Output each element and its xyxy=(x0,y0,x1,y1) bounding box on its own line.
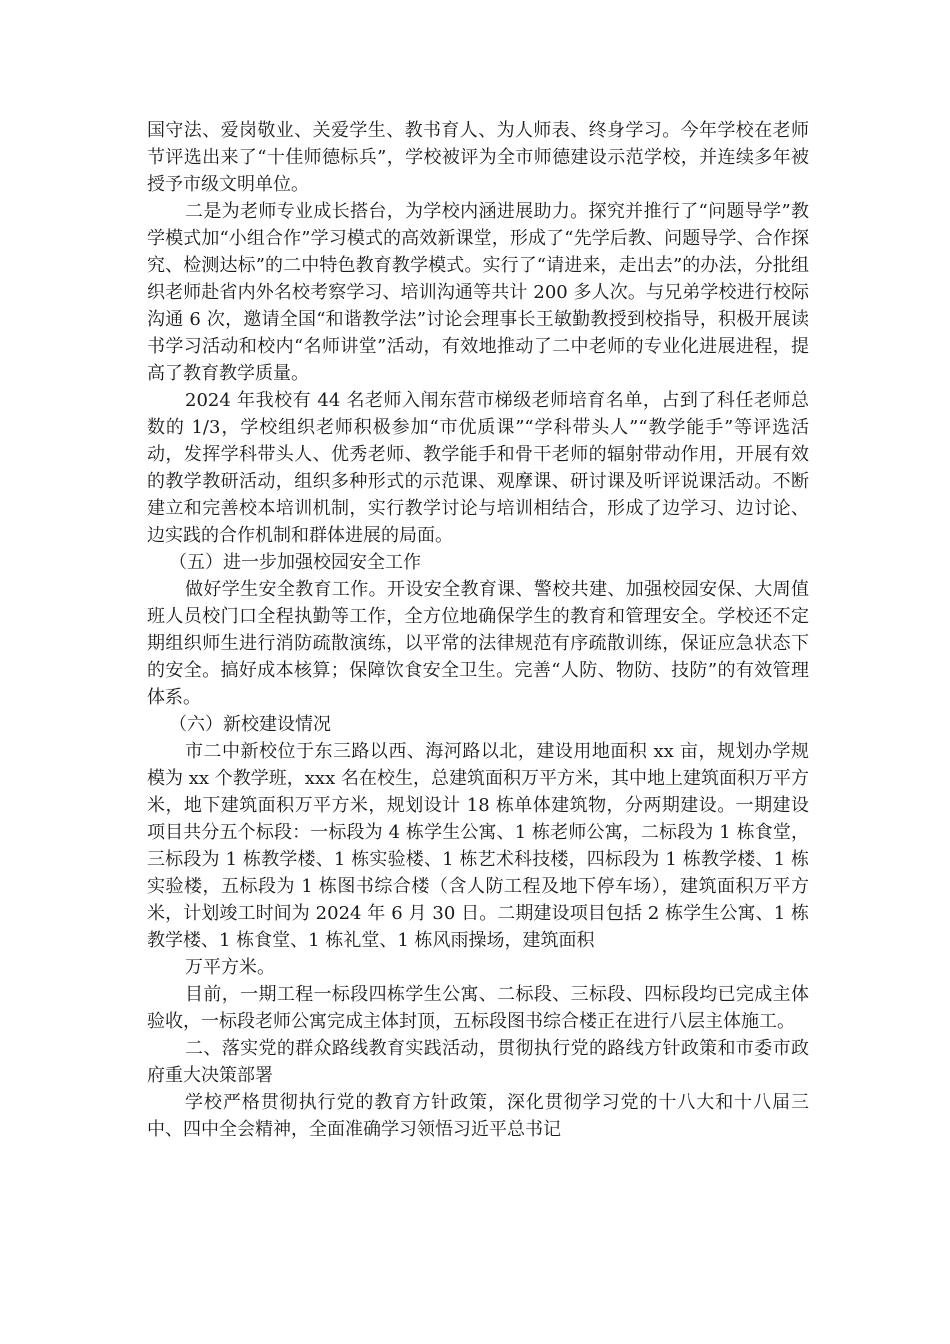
document-body xyxy=(147,117,809,1143)
paragraph-ethics-conclusion: 国守法、爱岗敬业、关爱学生、教书育人、为人师表、终身学习。今年学校在老师节评选出来了“十佳师德标兵”，学校被评为全市师德建设示范学校，并连续多年被授予市级文明单位。 xyxy=(147,120,809,195)
section-heading-new-campus: （六）新校建设情况 xyxy=(169,714,331,735)
section-heading-party-line: 二、落实党的群众路线教育实践活动，贯彻执行党的路线方针政策和市委市政府重大决策部署 xyxy=(147,1038,809,1086)
paragraph-teacher-training: 2024 年我校有 44 名老师入闱东营市梯级老师培育名单，占到了科任老师总数的 1/3，学校组织老师积极参加“市优质课”“学科带头人”“教学能手”等评选活动，发挥学科带头人、优秀老师、教学能手和骨干老师的辐射带动作用，开展有效的教学教研活动，组织多种形式的示范课、观摩课、研讨课及听评说课活动。不断建立和完善校本培训机制，实行教学讨论与培训相结合，形成了边学习、边讨论、边实践的合作机制和群体进展的局面。 xyxy=(147,390,809,546)
paragraph-teacher-growth: 二是为老师专业成长搭台，为学校内涵进展助力。探究并推行了“问题导学”教学模式加“小组合作”学习模式的高效新课堂，形成了“先学后教、问题导学、合作探究、检测达标”的二中特色教育教学模式。实行了“请进来，走出去”的办法，分批组织老师赴省内外名校考察学习、培训沟通等共计 200 多人次。与兄弟学校进行校际沟通 6 次，邀请全国“和谐教学法”讨论会理事长王敏勤教授到校指导，积极开展读书学习活动和校内“名师讲堂”活动，有效地推动了二中老师的专业化进展进程，提高了教育教学质量。 xyxy=(147,201,809,384)
paragraph-area-unit: 万平方米。 xyxy=(185,957,275,978)
paragraph-campus-safety: 做好学生安全教育工作。开设安全教育课、警校共建、加强校园安保、大周值班人员校门口全程执勤等工作，全方位地确保学生的教育和管理安全。学校还不定期组织师生进行消防疏散演练，以平常的法律规范有序疏散训练，保证应急状态下的安全。搞好成本核算；保障饮食安全卫生。完善“人防、物防、技防”的有效管理体系。 xyxy=(147,579,809,708)
section-heading-campus-safety: （五）进一步加强校园安全工作 xyxy=(169,552,421,573)
paragraph-construction-progress: 目前，一期工程一标段四栋学生公寓、二标段、三标段、四标段均已完成主体验收，一标段老师公寓完成主体封顶，五标段图书综合楼正在进行八层主体施工。 xyxy=(147,984,809,1032)
paragraph-party-policy: 学校严格贯彻执行党的教育方针政策，深化贯彻学习党的十八大和十八届三中、四中全会精神，全面准确学习领悟习近平总书记 xyxy=(147,1092,809,1140)
paragraph-new-campus-plan: 市二中新校位于东三路以西、海河路以北，建设用地面积 xx 亩，规划办学规模为 xx 个教学班，xxx 名在校生，总建筑面积万平方米，其中地上建筑面积万平方米，地下建筑面积万平方米，规划设计 18 栋单体建筑物，分两期建设。一期建设项目共分五个标段：一标段为 4 栋学生公寓、1 栋老师公寓，二标段为 1 栋食堂，三标段为 1 栋教学楼、1 栋实验楼、1 栋艺术科技楼，四标段为 1 栋教学楼、1 栋实验楼，五标段为 1 栋图书综合楼（含人防工程及地下停车场），建筑面积万平方米，计划竣工时间为 2024 年 6 月 30 日。二期建设项目包括 2 栋学生公寓、1 栋教学楼、1 栋食堂、1 栋礼堂、1 栋风雨操场，建筑面积 xyxy=(147,741,809,951)
